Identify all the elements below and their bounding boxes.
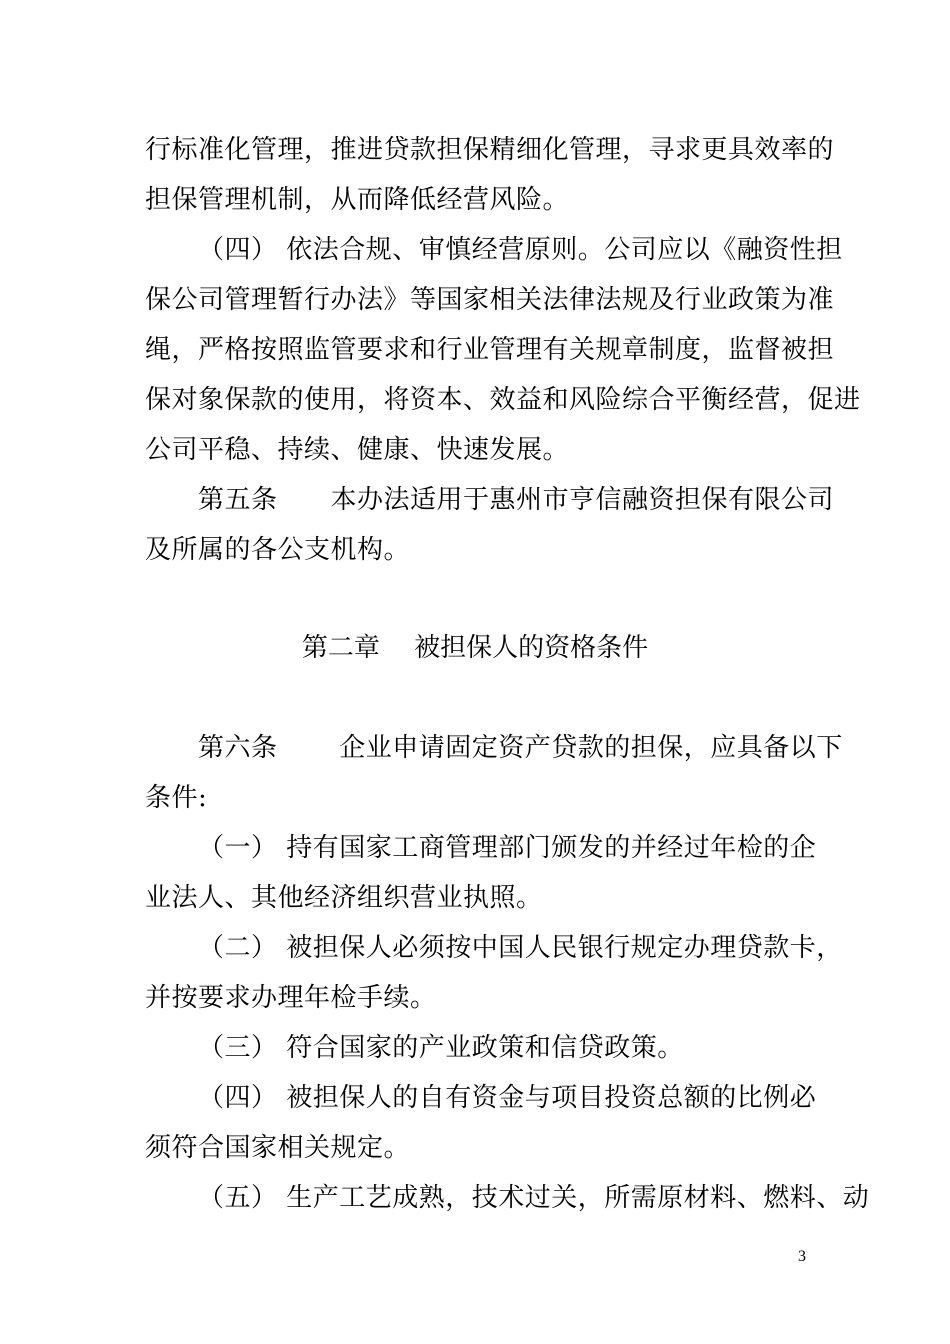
body-line: 保公司管理暂行办法》等国家相关法律法规及行业政策为准 [145,285,835,315]
chapter-heading: 第二章 被担保人的资格条件 [301,633,649,663]
condition-one-line: （一） 持有国家工商管理部门颁发的并经过年检的企 [198,833,817,863]
condition-five-line: （五） 生产工艺成熟，技术过关，所需原材料、燃料、动 [198,1183,870,1213]
condition-four-line: （四） 被担保人的自有资金与项目投资总额的比例必 [198,1083,817,1113]
clause-four-line: （四） 依法合规、审慎经营原则。公司应以《融资性担 [198,235,843,265]
body-line: 绳，严格按照监管要求和行业管理有关规章制度，监督被担 [145,335,835,365]
condition-two-line: （二） 被担保人必须按中国人民银行规定办理贷款卡， [198,933,843,963]
body-line: 及所属的各公支机构。 [145,535,411,565]
body-line: 担保管理机制，从而降低经营风险。 [145,185,570,215]
body-line: 并按要求办理年检手续。 [145,983,437,1013]
body-line: 保对象保款的使用，将资本、效益和风险综合平衡经营，促进 [145,385,861,415]
body-line: 公司平稳、持续、健康、快速发展。 [145,435,570,465]
article-six-line: 第六条 企业申请固定资产贷款的担保，应具备以下 [198,733,843,763]
condition-three-line: （三） 符合国家的产业政策和信贷政策。 [198,1033,684,1063]
body-line: 业法人、其他经济组织营业执照。 [145,883,543,913]
page-number: 3 [798,1248,806,1265]
body-line: 行标准化管理，推进贷款担保精细化管理，寻求更具效率的 [145,135,835,165]
body-line: 须符合国家相关规定。 [145,1133,411,1163]
article-five-line: 第五条 本办法适用于惠州市亨信融资担保有限公司 [198,485,835,515]
body-line: 条件: [145,783,208,813]
